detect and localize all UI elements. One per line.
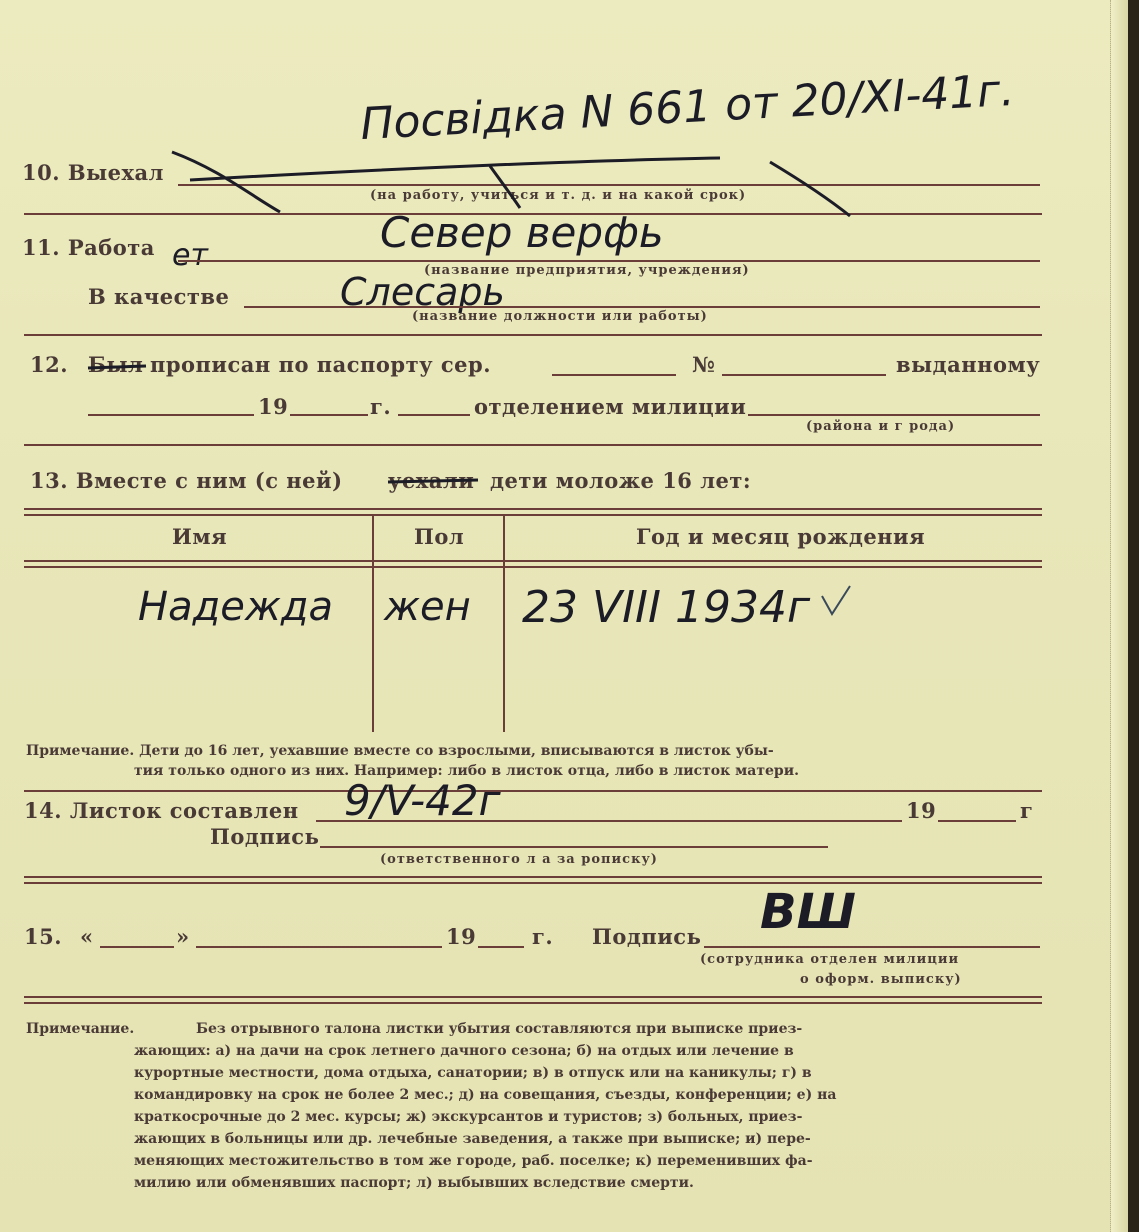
strike-section-10-long	[190, 158, 720, 180]
note-13-line-2: тия только одного из них. Например: либо в листок отца, либо в листок матери.	[134, 763, 799, 779]
col-header-birth: Год и месяц рождения	[636, 524, 926, 549]
handwritten-compile-date: 9/V-42г	[344, 776, 501, 825]
signature-label-15: Подпись	[592, 924, 702, 949]
note-15-line-5: краткосрочные до 2 мес. курсы; ж) экскурсантов и туристов; з) больных, приез-	[134, 1109, 803, 1125]
year-g-15: г.	[532, 924, 554, 949]
signature-label-14: Подпись	[210, 824, 320, 849]
strike-section-10-mid	[490, 166, 520, 208]
quote-open: «	[80, 924, 94, 949]
section-10-hint: (на работу, учиться и т. д. и на какой срок)	[370, 188, 747, 203]
position-hint: (название должности или работы)	[412, 309, 708, 324]
quote-close: »	[176, 924, 190, 949]
handwritten-position: Слесарь	[340, 270, 505, 314]
year-prefix-15: 19	[446, 924, 477, 949]
section-11-label: 11. Работа	[22, 235, 155, 260]
note-15-line-1: Без отрывного талона листки убытия составляются при выписке приез-	[196, 1021, 803, 1037]
strike-13-word	[388, 480, 478, 482]
section-13-suffix: дети моложе 16 лет:	[490, 468, 752, 493]
note-13-line-1: Примечание. Дети до 16 лет, уехавшие вместе со взрослыми, вписываются в листок убы-	[26, 743, 774, 759]
officer-hint-2: о оформ. выписку)	[800, 972, 962, 987]
officer-hint-1: (сотрудника отделен милиции	[700, 952, 960, 967]
section-13-struck-word: уехали	[388, 468, 475, 493]
police-dept-label: отделением милиции	[474, 394, 747, 419]
section-10-label: 10. Выехал	[22, 160, 164, 185]
check-mark	[822, 586, 850, 614]
section-14-label: 14. Листок составлен	[24, 798, 299, 823]
handwritten-title: Посвідка N 661 от 20/XI-41г.	[359, 64, 1016, 151]
section-12-struck-word: Был	[88, 352, 144, 377]
handwritten-child-name: Надежда	[138, 584, 334, 630]
col-header-sex: Пол	[414, 524, 465, 549]
handwritten-child-birth: 23 VIII 1934г	[522, 582, 811, 633]
note-15-line-4: командировку на срок не более 2 мес.; д) на совещания, съезды, конференции; е) на	[134, 1087, 837, 1103]
col-header-name: Имя	[172, 524, 228, 549]
issued-label: выданному	[896, 352, 1041, 377]
handwritten-employer: Север верфь	[380, 208, 664, 257]
employer-hint: (название предприятия, учреждения)	[424, 263, 750, 278]
section-13-prefix: 13. Вместе с ним (с ней)	[30, 468, 343, 493]
handwritten-child-sex: жен	[384, 584, 471, 630]
note-15-line-7: меняющих местожительство в том же городе, раб. поселке; к) переменивших фа-	[134, 1153, 813, 1169]
note-15-line-2: жающих: а) на дачи на срок летнего дачного сезона; б) на отдых или лечение в	[134, 1043, 794, 1059]
strike-12-word	[88, 366, 146, 368]
year-prefix-14: 19	[906, 798, 937, 823]
strike-section-10-right	[770, 162, 850, 216]
section-12-number: 12.	[30, 352, 69, 377]
handwritten-works-correction: ет	[172, 238, 208, 273]
note-15-line-3: курортные местности, дома отдыха, санатории; в) в отпуск или на каникулы; г) в	[134, 1065, 812, 1081]
year-g-14: г	[1020, 798, 1034, 823]
number-sign: №	[692, 352, 716, 377]
district-hint: (района и г рода)	[806, 419, 956, 434]
section-15-label: 15.	[24, 924, 63, 949]
responsible-hint: (ответственного л а за рописку)	[380, 852, 658, 867]
note-15-head: Примечание.	[26, 1021, 135, 1037]
note-15-line-8: милию или обменявших паспорт; л) выбывших вследствие смерти.	[134, 1175, 694, 1191]
note-15-line-6: жающих в больницы или др. лечебные заведения, а также при выписке; и) пере-	[134, 1131, 811, 1147]
year-g-12: г.	[370, 394, 392, 419]
year-prefix-12: 19	[258, 394, 289, 419]
quality-label: В качестве	[88, 284, 230, 309]
section-12-text: прописан по паспорту сер.	[150, 352, 492, 377]
strike-section-10-diagonal	[172, 152, 280, 212]
handwritten-official-signature: ВШ	[760, 884, 856, 940]
